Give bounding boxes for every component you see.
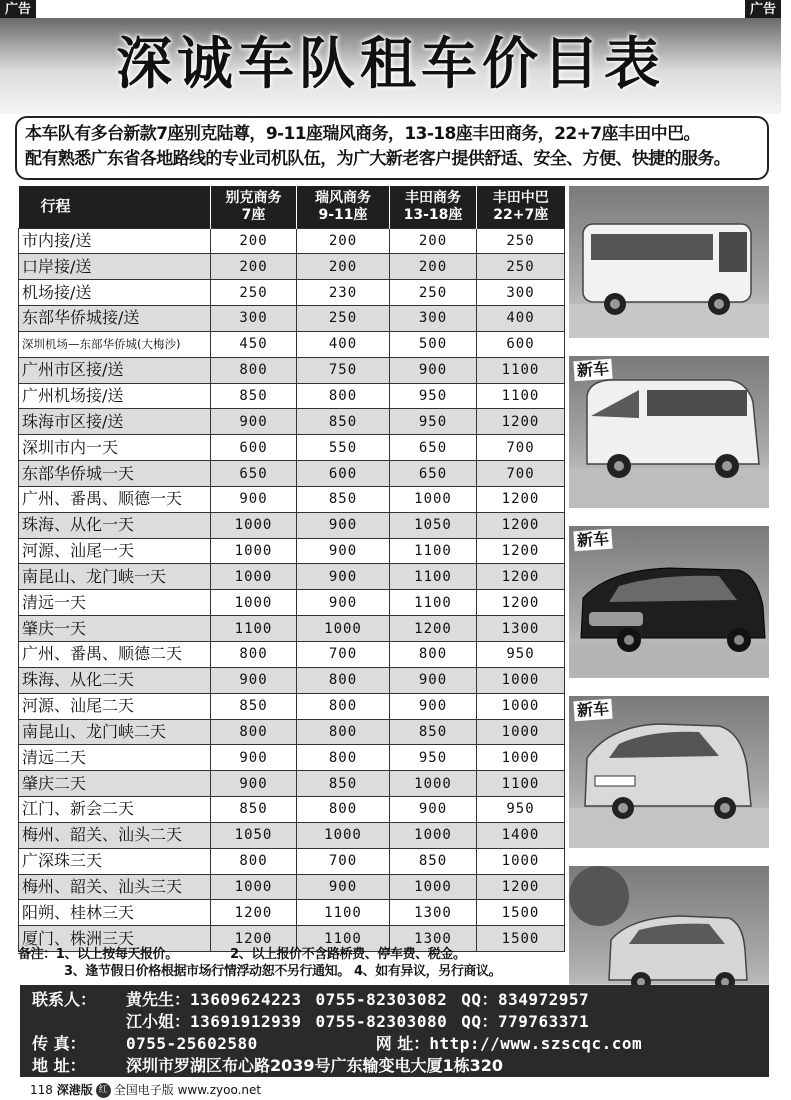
price-ruifeng-cell: 900 [297,512,390,538]
table-row [19,848,565,874]
edition-label: 深港版 [56,1083,93,1097]
price-buick-cell: 850 [211,797,297,823]
table-row [19,435,565,461]
price-buick-cell: 650 [211,461,297,487]
price-ruifeng-cell: 850 [297,409,390,435]
route-cell: 厦门、株洲三天 [19,926,211,952]
route-cell: 河源、汕尾一天 [19,538,211,564]
route-cell: 清远二天 [19,745,211,771]
minibus-illustration [569,186,769,338]
price-ruifeng-cell: 700 [297,848,390,874]
contact-person-2: 江小姐： [126,1012,191,1031]
website-link[interactable]: http://www.szscqc.com [429,1034,643,1053]
vehicle-photo-minibus [569,186,769,338]
website-label: 网 址： [375,1034,430,1053]
price-ruifeng-cell: 900 [297,564,390,590]
vehicle-photos [569,186,769,1036]
price-ruifeng-cell: 850 [297,486,390,512]
price-toyota-van-cell: 1000 [390,874,477,900]
route-cell: 南昆山、龙门峡一天 [19,564,211,590]
table-row [19,409,565,435]
price-toyota-van-cell: 500 [390,331,477,357]
route-cell: 肇庆二天 [19,771,211,797]
table-row [19,822,565,848]
price-buick-cell: 900 [211,486,297,512]
price-buick-cell: 850 [211,383,297,409]
table-row [19,693,565,719]
table-row [19,874,565,900]
header-toyota-bus [477,186,565,228]
fax-number: 0755-25602580 [126,1034,258,1053]
price-ruifeng-cell: 900 [297,538,390,564]
table-row [19,357,565,383]
route-cell: 江门、新会二天 [19,797,211,823]
contact-phone-1: 0755-82303082 [315,990,448,1009]
price-buick-cell: 200 [211,228,297,254]
table-row [19,512,565,538]
price-toyota-van-cell: 850 [390,719,477,745]
price-ruifeng-cell: 1100 [297,926,390,952]
table-row [19,280,565,306]
contact-line-2 [32,1011,757,1033]
price-buick-cell: 250 [211,280,297,306]
contact-box [20,985,769,1077]
table-row [19,254,565,280]
intro-line-1: 本车队有多台新款7座别克陆尊，9-11座瑞风商务，13-18座丰田商务，22+7座丰田中巴。 [25,124,700,144]
price-buick-cell: 1100 [211,616,297,642]
price-toyota-van-cell: 650 [390,461,477,487]
price-toyota-van-cell: 900 [390,667,477,693]
price-toyota-van-cell: 1000 [390,771,477,797]
route-cell: 广深珠三天 [19,848,211,874]
note-2: 2、以上报价不含路桥费、停车费、税金。 [230,947,466,962]
red-mark-icon: 红 [96,1083,111,1098]
price-toyota-van-cell: 950 [390,409,477,435]
price-toyota-van-cell: 950 [390,745,477,771]
price-toyota-bus-cell: 1000 [477,693,565,719]
price-buick-cell: 1200 [211,926,297,952]
contact-qq-1: QQ：834972957 [461,990,590,1009]
price-toyota-bus-cell: 1200 [477,538,565,564]
price-toyota-van-cell: 900 [390,357,477,383]
price-ruifeng-cell: 230 [297,280,390,306]
price-ruifeng-cell: 800 [297,667,390,693]
ad-tag-left: 广告 [0,0,36,20]
route-cell: 广州市区接/送 [19,357,211,383]
price-ruifeng-cell: 1100 [297,900,390,926]
route-cell: 广州、番禺、顺德二天 [19,642,211,668]
price-toyota-van-cell: 900 [390,797,477,823]
page-footer [30,1082,261,1098]
notes-line-1 [18,946,578,963]
price-table-body [19,228,565,952]
price-buick-cell: 900 [211,667,297,693]
price-toyota-bus-cell: 700 [477,461,565,487]
price-buick-cell: 800 [211,719,297,745]
price-buick-cell: 450 [211,331,297,357]
price-buick-cell: 1000 [211,874,297,900]
price-ruifeng-cell: 1000 [297,822,390,848]
table-row [19,306,565,332]
price-toyota-bus-cell: 950 [477,642,565,668]
table-row [19,667,565,693]
header-route: 行程 [19,186,211,228]
table-header-row [19,186,565,228]
new-car-badge-2: 新车 [573,529,612,552]
price-toyota-bus-cell: 950 [477,797,565,823]
price-buick-cell: 1000 [211,538,297,564]
price-buick-cell: 800 [211,357,297,383]
price-toyota-bus-cell: 1100 [477,771,565,797]
page-title: 深诚车队租车价目表 [116,32,665,97]
route-cell: 梅州、韶关、汕头二天 [19,822,211,848]
price-toyota-van-cell: 1300 [390,926,477,952]
price-buick-cell: 1000 [211,564,297,590]
price-toyota-bus-cell: 1200 [477,409,565,435]
header-toyota-van-seats: 13-18座 [403,206,463,223]
price-table [18,186,565,952]
price-buick-cell: 1200 [211,900,297,926]
price-buick-cell: 900 [211,745,297,771]
new-car-badge-1: 新车 [573,359,612,382]
route-cell: 市内接/送 [19,228,211,254]
price-toyota-bus-cell: 1200 [477,590,565,616]
price-toyota-van-cell: 650 [390,435,477,461]
address-label: 地 址： [32,1056,86,1075]
vehicle-photo-ruifeng [569,696,769,848]
price-ruifeng-cell: 700 [297,642,390,668]
header-buick-seats: 7座 [241,206,266,223]
price-buick-cell: 600 [211,435,297,461]
fax-label: 传 真： [32,1034,86,1053]
contact-phone-2: 0755-82303080 [315,1012,448,1031]
price-toyota-van-cell: 1100 [390,564,477,590]
price-ruifeng-cell: 200 [297,254,390,280]
price-buick-cell: 1050 [211,822,297,848]
route-cell: 梅州、韶关、汕头三天 [19,874,211,900]
price-toyota-bus-cell: 1200 [477,874,565,900]
route-cell: 珠海、从化一天 [19,512,211,538]
table-row [19,486,565,512]
price-toyota-van-cell: 1100 [390,538,477,564]
table-row [19,797,565,823]
table-row [19,745,565,771]
price-ruifeng-cell: 1000 [297,616,390,642]
price-toyota-bus-cell: 1000 [477,667,565,693]
price-buick-cell: 800 [211,848,297,874]
price-toyota-bus-cell: 1000 [477,719,565,745]
table-row [19,616,565,642]
table-row [19,538,565,564]
route-cell: 肇庆一天 [19,616,211,642]
price-toyota-van-cell: 1050 [390,512,477,538]
contact-line-4 [32,1055,757,1077]
route-cell: 口岸接/送 [19,254,211,280]
route-cell: 深圳机场—东部华侨城(大梅沙) [19,331,211,357]
header-toyota-bus-seats: 22+7座 [493,206,549,223]
notes-line-2: 3、逢节假日价格根据市场行情浮动恕不另行通知。 4、如有异议，另行商议。 [64,964,502,979]
price-ruifeng-cell: 800 [297,797,390,823]
header-buick-name: 别克商务 [225,189,282,206]
price-ruifeng-cell: 900 [297,874,390,900]
price-ruifeng-cell: 850 [297,771,390,797]
price-toyota-bus-cell: 400 [477,306,565,332]
price-toyota-bus-cell: 1500 [477,900,565,926]
price-toyota-bus-cell: 250 [477,228,565,254]
route-cell: 东部华侨城一天 [19,461,211,487]
notes [18,946,578,980]
route-cell: 深圳市内一天 [19,435,211,461]
table-row [19,331,565,357]
vehicle-photo-buick [569,526,769,678]
price-ruifeng-cell: 800 [297,693,390,719]
header-toyota-bus-name: 丰田中巴 [492,189,549,206]
price-toyota-bus-cell: 600 [477,331,565,357]
price-ruifeng-cell: 200 [297,228,390,254]
price-buick-cell: 200 [211,254,297,280]
price-buick-cell: 900 [211,771,297,797]
price-toyota-van-cell: 200 [390,254,477,280]
price-buick-cell: 850 [211,693,297,719]
price-toyota-van-cell: 1000 [390,486,477,512]
contact-mobile-2: 13691912939 [190,1012,302,1031]
route-cell: 机场接/送 [19,280,211,306]
header-ruifeng [297,186,390,228]
price-ruifeng-cell: 250 [297,306,390,332]
contact-qq-2: QQ：779763371 [461,1012,590,1031]
header-buick [211,186,297,228]
price-toyota-van-cell: 900 [390,693,477,719]
header-toyota-van [390,186,477,228]
table-row [19,383,565,409]
title-banner [0,18,781,114]
route-cell: 珠海市区接/送 [19,409,211,435]
price-toyota-van-cell: 1000 [390,822,477,848]
price-toyota-bus-cell: 1200 [477,564,565,590]
table-row [19,228,565,254]
route-cell: 东部华侨城接/送 [19,306,211,332]
price-toyota-bus-cell: 1000 [477,745,565,771]
price-toyota-van-cell: 800 [390,642,477,668]
route-cell: 广州机场接/送 [19,383,211,409]
route-cell: 河源、汕尾二天 [19,693,211,719]
price-toyota-bus-cell: 1000 [477,848,565,874]
price-toyota-van-cell: 1200 [390,616,477,642]
route-cell: 南昆山、龙门峡二天 [19,719,211,745]
price-toyota-bus-cell: 1300 [477,616,565,642]
price-toyota-bus-cell: 700 [477,435,565,461]
table-row [19,590,565,616]
route-cell: 珠海、从化二天 [19,667,211,693]
address-text: 深圳市罗湖区布心路2039号广东输变电大厦1栋320 [126,1056,504,1075]
table-row [19,642,565,668]
table-row [19,719,565,745]
price-ruifeng-cell: 800 [297,719,390,745]
price-toyota-van-cell: 250 [390,280,477,306]
table-row [19,771,565,797]
price-toyota-bus-cell: 1200 [477,512,565,538]
intro-box [15,116,769,180]
header-ruifeng-seats: 9-11座 [318,206,368,223]
price-buick-cell: 900 [211,409,297,435]
price-toyota-van-cell: 1100 [390,590,477,616]
price-toyota-bus-cell: 300 [477,280,565,306]
price-toyota-van-cell: 850 [390,848,477,874]
note-1: 备注：1、以上按每天报价。 [18,947,178,962]
price-ruifeng-cell: 400 [297,331,390,357]
new-car-badge-3: 新车 [573,699,612,722]
footer-site: 全国电子版 www.zyoo.net [113,1083,262,1097]
price-buick-cell: 800 [211,642,297,668]
price-toyota-bus-cell: 1100 [477,357,565,383]
route-cell: 广州、番禺、顺德一天 [19,486,211,512]
price-buick-cell: 300 [211,306,297,332]
price-toyota-van-cell: 1300 [390,900,477,926]
table-row [19,564,565,590]
contact-mobile-1: 13609624223 [190,990,302,1009]
ad-tag-right: 广告 [745,0,781,20]
price-toyota-bus-cell: 250 [477,254,565,280]
table-row [19,461,565,487]
header-toyota-van-name: 丰田商务 [405,189,461,206]
price-toyota-van-cell: 200 [390,228,477,254]
price-toyota-van-cell: 950 [390,383,477,409]
vehicle-photo-toyota-van [569,356,769,508]
price-toyota-bus-cell: 1500 [477,926,565,952]
contact-person-1: 黄先生： [126,990,191,1009]
price-buick-cell: 1000 [211,512,297,538]
price-toyota-bus-cell: 1100 [477,383,565,409]
price-ruifeng-cell: 600 [297,461,390,487]
header-ruifeng-name: 瑞风商务 [315,189,371,206]
contact-label: 联系人： [32,990,97,1009]
price-ruifeng-cell: 800 [297,745,390,771]
contact-line-1 [32,989,757,1011]
price-toyota-van-cell: 300 [390,306,477,332]
route-cell: 清远一天 [19,590,211,616]
price-buick-cell: 1000 [211,590,297,616]
table-row [19,900,565,926]
route-cell: 阳朔、桂林三天 [19,900,211,926]
price-ruifeng-cell: 750 [297,357,390,383]
price-ruifeng-cell: 550 [297,435,390,461]
price-ruifeng-cell: 900 [297,590,390,616]
price-ruifeng-cell: 800 [297,383,390,409]
price-toyota-bus-cell: 1400 [477,822,565,848]
intro-line-2: 配有熟悉广东省各地路线的专业司机队伍，为广大新老客户提供舒适、安全、方便、快捷的服务。 [25,149,731,169]
price-toyota-bus-cell: 1200 [477,486,565,512]
contact-line-3 [32,1033,757,1055]
page-number: 118 [30,1083,53,1097]
